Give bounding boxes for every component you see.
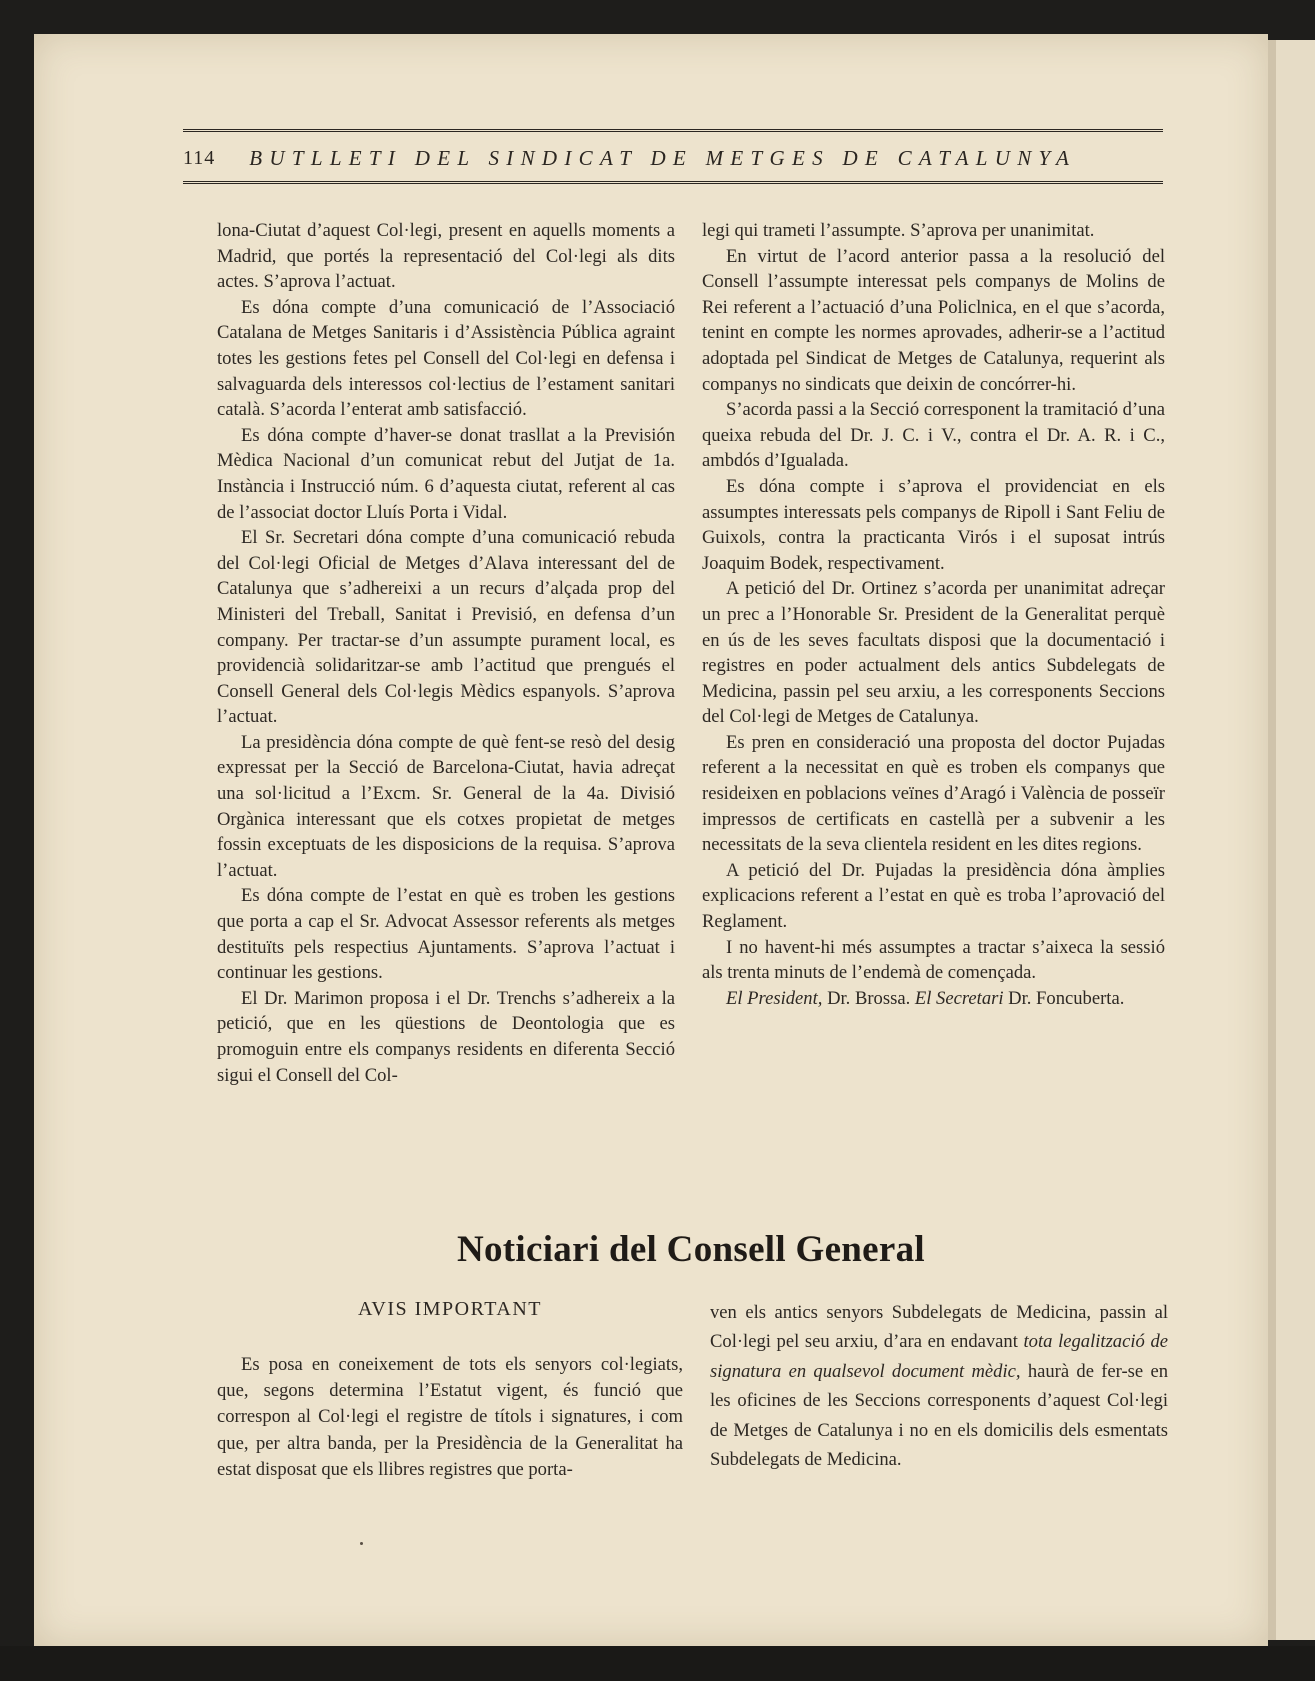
page-number: 114 <box>183 146 216 169</box>
paragraph: Es pren en consideració una proposta del doctor Pujadas referent a la necessitat en què es troben els companys que resideixen en poblacions veïnes d’Aragó i València de posseïr impressos de certificats en castellà per a subvenir a les necessitats de la seva clientela resident en les dites regions. <box>702 731 1165 856</box>
next-page-edge <box>1276 40 1315 1640</box>
right-column <box>702 218 1165 1011</box>
signature-line <box>702 986 1165 1012</box>
notice-text: ven els antics senyors Subdelegats de Medicina, passin al Col·legi pel seu arxiu, d’ara en endavant <box>710 1302 1168 1353</box>
notice-paragraph-continued <box>710 1298 1168 1474</box>
notice-subheading: AVIS IMPORTANT <box>358 1298 542 1320</box>
running-title: BUTLLETI DEL SINDICAT DE METGES DE CATALUNYA <box>249 145 1077 170</box>
paragraph: lona-Ciutat d’aquest Col·legi, present en aquells moments a Madrid, que portés la representació del Col·legi als dits actes. S’aprova l’actuat. <box>217 220 675 293</box>
secretary-name: Dr. Foncuberta. <box>1008 987 1125 1009</box>
paragraph: legi qui trameti l’assumpte. S’aprova per unanimitat. <box>702 220 1095 241</box>
paragraph: En virtut de l’acord anterior passa a la resolució del Consell l’assumpte interessat pels companys de Molins de Rei referent a l’actuació d’una Policlnica, en el que s’acorda, tenint en compte les normes aprovades, adherir-se a l’actitud adoptada pel Sindicat de Metges de Catalunya, requerint als companys no sindicats que deixin de concórrer-hi. <box>702 245 1165 395</box>
ink-speck <box>360 1542 363 1545</box>
running-header <box>183 140 1163 176</box>
paragraph: S’acorda passi a la Secció corresponent la tramitació d’una queixa rebuda del Dr. J. C. i V., contra el Dr. A. R. i C., ambdós d’Igualada. <box>702 399 1165 472</box>
section-title: Noticiari del Consell General <box>456 1229 926 1270</box>
secretary-title: El Secretari <box>914 987 1004 1009</box>
paragraph: A petició del Dr. Pujadas la presidència dóna àmplies explicacions referent a l’estat en què es troba l’aprovació del Reglament. <box>702 859 1165 933</box>
paragraph: Es dóna compte d’una comunicació de l’Associació Catalana de Metges Sanitaris i d’Assistència Pública agraint totes les gestions fetes pel Consell del Col·legi en defensa i salvaguarda dels interessos col·lectius de l’estament sanitari català. S’acorda l’enterat amb satisfacció. <box>217 296 675 421</box>
paragraph: Es dóna compte d’haver-se donat trasllat a la Previsión Mèdica Nacional d’un comunicat rebut del Jutjat de 1a. Instància i Instrucció núm. 6 d’aquesta ciutat, referent al cas de l’associat doctor Lluís Porta i Vidal. <box>217 424 675 523</box>
left-column <box>217 218 675 1088</box>
paragraph: La presidència dóna compte de què fent-se resò del desig expressat per la Secció de Barcelona-Ciutat, havia adreçat una sol·licitud a l’Excm. Sr. General de la 4a. Divisió Orgànica interessant que els cotxes propietat de metges fossin exceptuats de les disposicions de la requisa. S’aprova l’actuat. <box>217 731 675 881</box>
notice-right-column <box>710 1298 1168 1474</box>
paragraph: Es dóna compte i s’aprova el providenciat en els assumptes interessats pels companys de Ripoll i Sant Feliu de Guixols, contra la practicanta Virós i el suposat intrús Joaquim Bodek, respectivament. <box>702 475 1165 574</box>
paragraph: A petició del Dr. Ortinez s’acorda per unanimitat adreçar un prec a l’Honorable Sr. President de la Generalitat perquè en ús de les seves facultats disposi que la documentació i registres en poder actualment dels antics Subdelegats de Medicina, passin pel seu arxiu, a les corresponents Seccions del Col·legi de Metges de Catalunya. <box>702 578 1165 728</box>
scan-background-bottom <box>0 1646 1315 1681</box>
paragraph: El Sr. Secretari dóna compte d’una comunicació rebuda del Col·legi Oficial de Metges d’Alava interessant del de Catalunya que s’adhereixi a un recurs d’alçada prop del Ministeri del Treball, Sanitat i Previsió, en defensa d’un company. Per tractar-se d’un assumpte purament local, es providencià solidaritzar-se amb l’actitud que prengués el Consell General dels Col·legis Mèdics espanyols. S’aprova l’actuat. <box>217 527 675 728</box>
notice-paragraph: Es posa en coneixement de tots els senyors col·legiats, que, segons determina l’Estatut vigent, és funció que correspon al Col·legi el registre de títols i signatures, i com que, per altra banda, per la Presidència de la Generalitat ha estat disposat que els llibres registres que porta- <box>217 1354 683 1480</box>
notice-text: haurà de fer-se en les oficines de les Seccions corresponents d’aquest Col·legi de Metges de Catalunya i no en els domicilis dels esmentats Subdelegats de Medicina. <box>710 1360 1168 1471</box>
page-edge <box>1268 40 1276 1640</box>
president-name: Dr. Brossa. <box>827 987 911 1009</box>
header-rule-bottom <box>183 181 1163 184</box>
notice-left-column <box>217 1352 683 1483</box>
paragraph: I no havent-hi més assumptes a tractar s’aixeca la sessió als trenta minuts de l’endemà de començada. <box>702 936 1165 984</box>
notice-emphasis: tota legalització de signatura en qualsevol document mèdic, <box>710 1331 1168 1382</box>
paragraph: Es dóna compte de l’estat en què es troben les gestions que porta a cap el Sr. Advocat Assessor referents als metges destituïts pels respectius Ajuntaments. S’aprova l’actuat i continuar les gestions. <box>217 885 675 984</box>
paragraph: El Dr. Marimon proposa i el Dr. Trenchs s’adhereix a la petició, que en les qüestions de Deontologia que es promoguin entre els companys residents en diferenta Secció sigui el Consell del Col- <box>217 987 675 1086</box>
president-title: El President, <box>726 987 823 1009</box>
header-rule-top <box>183 129 1163 132</box>
